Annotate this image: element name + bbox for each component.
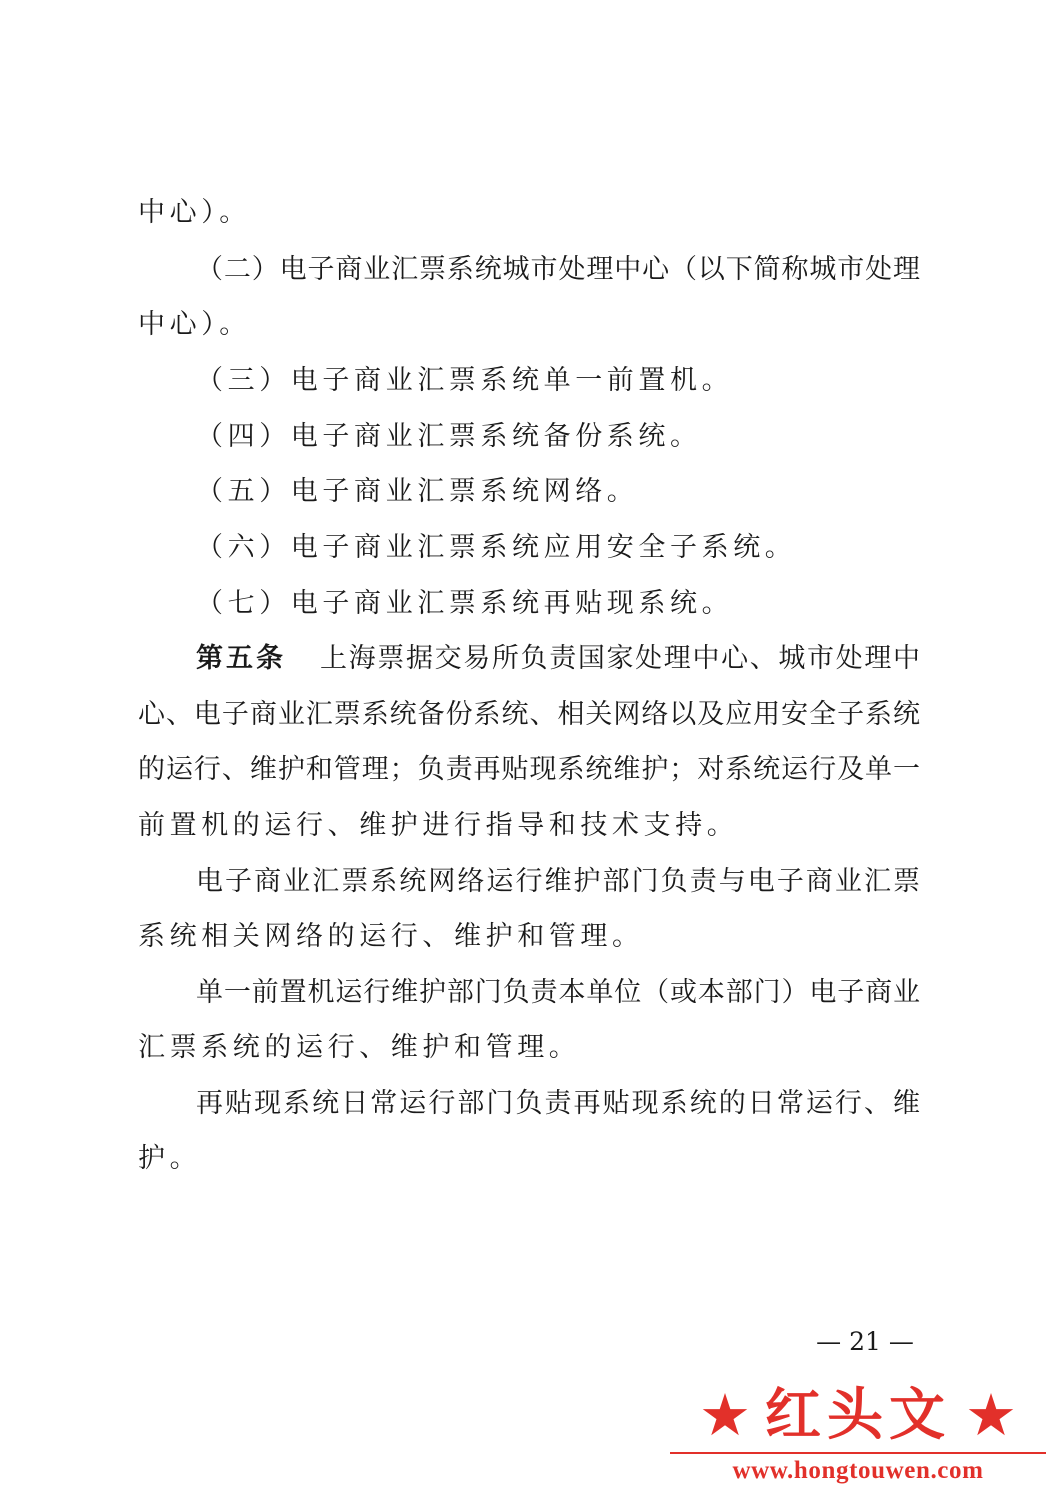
text-line: 心、电子商业汇票系统备份系统、相关网络以及应用安全子系统 (138, 699, 920, 730)
list-item-5: （五）电子商业汇票系统网络。 (196, 476, 639, 507)
text-line: 的运行、维护和管理；负责再贴现系统维护；对系统运行及单一 (138, 754, 920, 785)
watermark-divider (670, 1452, 1046, 1454)
text-line: 中心）。 (138, 197, 251, 228)
list-item-3: （三）电子商业汇票系统单一前置机。 (196, 365, 734, 396)
star-icon: ★ (965, 1381, 1017, 1449)
star-icon: ★ (699, 1381, 751, 1449)
text-line: 前置机的运行、维护进行指导和技术支持。 (138, 810, 739, 841)
list-item-2: （二）电子商业汇票系统城市处理中心（以下简称城市处理 (196, 254, 920, 285)
paragraph-line: 电子商业汇票系统网络运行维护部门负责与电子商业汇票 (196, 866, 920, 897)
article-5-text: 上海票据交易所负责国家处理中心、城市处理中 (320, 643, 920, 674)
watermark-title (668, 1380, 1048, 1450)
paragraph-line: 单一前置机运行维护部门负责本单位（或本部门）电子商业 (196, 977, 920, 1008)
article-5-first-line (196, 642, 920, 676)
watermark-text: 红头文 (765, 1382, 951, 1448)
watermark-url: www.hongtouwen.com (732, 1457, 984, 1484)
text-line: 护。 (138, 1143, 202, 1174)
page-number: — 21 — (816, 1327, 914, 1356)
text-line: 中心）。 (138, 309, 251, 340)
article-heading: 第五条 (196, 643, 286, 674)
paragraph-line: 再贴现系统日常运行部门负责再贴现系统的日常运行、维 (196, 1088, 920, 1119)
text-line: 汇票系统的运行、维护和管理。 (138, 1032, 581, 1063)
watermark-logo (668, 1380, 1048, 1490)
list-item-7: （七）电子商业汇票系统再贴现系统。 (196, 588, 734, 619)
text-line: 系统相关网络的运行、维护和管理。 (138, 921, 644, 952)
list-item-6: （六）电子商业汇票系统应用安全子系统。 (196, 532, 797, 563)
list-item-4: （四）电子商业汇票系统备份系统。 (196, 421, 702, 452)
